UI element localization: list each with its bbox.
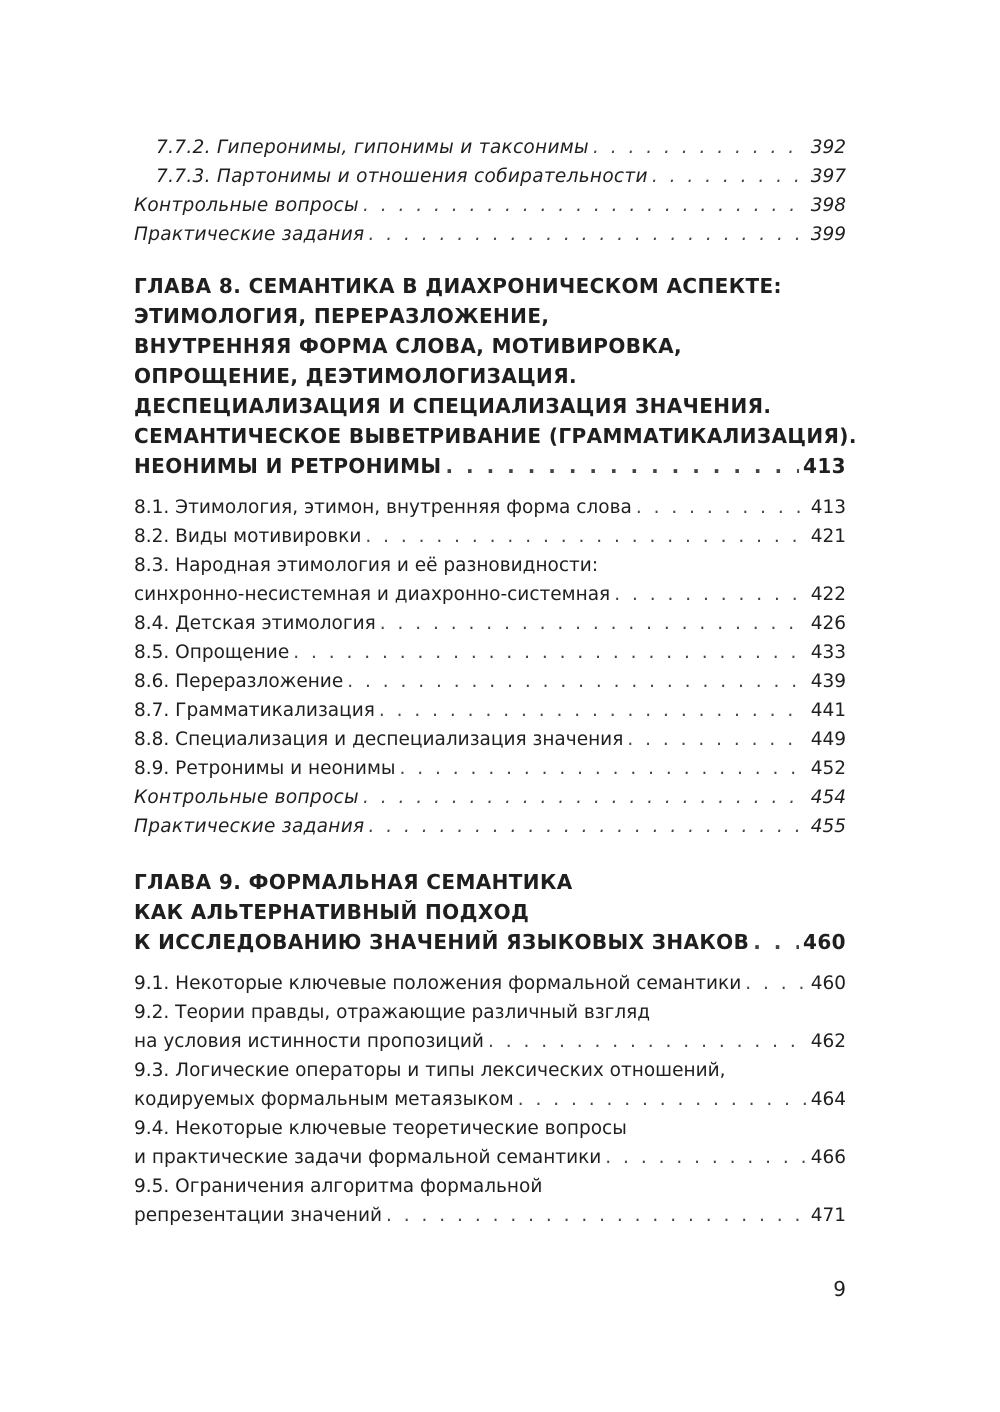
toc-entry-page: 449 [810,729,846,750]
toc-entry-page: 460 [810,973,846,994]
toc-entry[interactable] [134,133,846,162]
toc-entry-title-line2: репрезентации значений [134,1205,383,1226]
toc-entry-title: 8.1. Этимология, этимон, внутренняя форма слова [134,497,632,518]
leader-dots [745,969,806,998]
toc-entry-page: 392 [810,137,846,158]
toc-entry-page: 399 [810,224,846,245]
toc-entry-page: 397 [810,166,846,187]
toc-entry-title-line2: кодируемых формальным метаязыком [134,1089,514,1110]
toc-entry[interactable] [134,522,846,551]
leader-dots [518,1085,807,1114]
leader-dots [593,133,807,162]
leader-dots [386,1201,807,1230]
toc-entry-title: Контрольные вопросы [134,195,359,216]
chapter-heading-last-line: К ИССЛЕДОВАНИЮ ЗНАЧЕНИЙ ЯЗЫКОВЫХ ЗНАКОВ [134,930,750,954]
toc-entry-title: Практические задания [134,816,365,837]
toc-entry[interactable] [134,191,846,220]
toc-entry-page: 421 [810,526,846,547]
toc-entry[interactable] [134,162,846,191]
toc-entry-page: 441 [810,700,846,721]
leader-dots [347,667,806,696]
leader-dots [446,451,800,481]
toc-entry-title: 8.9. Ретронимы и неонимы [134,758,396,779]
leader-dots [614,580,807,609]
toc-entry[interactable] [134,1143,846,1172]
chapter-heading-entry[interactable] [134,927,846,957]
leader-dots [293,638,806,667]
toc-entry-title-line1[interactable]: 9.5. Ограничения алгоритма формальной [134,1176,543,1197]
leader-dots [368,812,806,841]
toc-entry-page: 426 [810,613,846,634]
leader-dots [488,1027,807,1056]
chapter-heading-line: ОПРОЩЕНИЕ, ДЕЭТИМОЛОГИЗАЦИЯ. [134,364,577,388]
toc-entry[interactable] [134,220,846,249]
chapter-8 [134,271,857,841]
chapter-heading-line: ВНУТРЕННЯЯ ФОРМА СЛОВА, МОТИВИРОВКА, [134,334,683,358]
toc-entry-page: 454 [810,787,846,808]
chapter-page: 413 [803,454,846,478]
toc-entry-title: 8.7. Грамматикализация [134,700,375,721]
leader-dots [363,191,807,220]
toc-entry-title-line1[interactable]: 9.3. Логические операторы и типы лексических отношений, [134,1060,726,1081]
toc-entry[interactable] [134,1027,846,1056]
page-number: 9 [833,1277,846,1301]
toc-entry[interactable] [134,609,846,638]
toc-entry-page: 398 [810,195,846,216]
toc-entry[interactable] [134,696,846,725]
toc-entry-page: 464 [810,1089,846,1110]
toc-entry-page: 462 [810,1031,846,1052]
leader-dots [379,696,807,725]
toc-entry[interactable] [134,783,846,812]
toc-entry-page: 439 [810,671,846,692]
leader-dots [753,927,799,957]
toc-entry-title-line2: на условия истинности пропозиций [134,1031,484,1052]
leader-dots [605,1143,806,1172]
chapter-heading-line: ГЛАВА 8. СЕМАНТИКА В ДИАХРОНИЧЕСКОМ АСПЕКТЕ: [134,274,782,298]
toc-entry-title-line2: синхронно-несистемная и диахронно-системная [134,584,611,605]
leader-dots [636,493,807,522]
toc-entry[interactable] [134,969,846,998]
chapter-heading-last-line: НЕОНИМЫ И РЕТРОНИМЫ [134,454,442,478]
toc-entry-title: 9.1. Некоторые ключевые положения формальной семантики [134,973,742,994]
toc-entry-title: 8.5. Опрощение [134,642,290,663]
toc-entry-title: 8.4. Детская этимология [134,613,376,634]
chapter-9 [134,867,846,1230]
toc-entry[interactable] [134,812,846,841]
toc-entry[interactable] [134,580,846,609]
toc-entry-title-line1[interactable]: 9.4. Некоторые ключевые теоретические вопросы [134,1118,627,1139]
toc-entry[interactable] [134,754,846,783]
toc-entry-page: 422 [810,584,846,605]
toc-entry-page: 455 [810,816,846,837]
chapter-page: 460 [803,930,846,954]
toc-entry-title: 8.8. Специализация и деспециализация значения [134,729,624,750]
toc-entry-title-line2: и практические задачи формальной семантики [134,1147,602,1168]
leader-dots [368,220,806,249]
toc-entry[interactable] [134,493,846,522]
leader-dots [652,162,807,191]
leader-dots [365,522,806,551]
toc-entry[interactable] [134,1201,846,1230]
toc-entry-page: 466 [810,1147,846,1168]
toc-entry-title: 7.7.2. Гиперонимы, гипонимы и таксонимы [156,137,589,158]
toc-entry-title-line1[interactable]: 8.3. Народная этимология и её разновидности: [134,555,599,576]
chapter-heading-line: КАК АЛЬТЕРНАТИВНЫЙ ПОДХОД [134,900,530,924]
toc-entry-title-line1[interactable]: 9.2. Теории правды, отражающие различный взгляд [134,1002,651,1023]
toc-entry-title: 8.2. Виды мотивировки [134,526,362,547]
leader-dots [363,783,807,812]
toc-entry-page: 433 [810,642,846,663]
chapter-heading-line: ЭТИМОЛОГИЯ, ПЕРЕРАЗЛОЖЕНИЕ, [134,304,550,328]
toc-entry[interactable] [134,725,846,754]
chapter-heading-line: СЕМАНТИЧЕСКОЕ ВЫВЕТРИВАНИЕ (ГРАММАТИКАЛИЗАЦИЯ). [134,424,857,448]
leader-dots [380,609,807,638]
toc-entry-page: 452 [810,758,846,779]
toc-entry-title: Практические задания [134,224,365,245]
toc-entry[interactable] [134,638,846,667]
chapter-heading-line: ДЕСПЕЦИАЛИЗАЦИЯ И СПЕЦИАЛИЗАЦИЯ ЗНАЧЕНИЯ. [134,394,772,418]
chapter-heading-entry[interactable] [134,451,846,481]
toc-entry-title: 7.7.3. Партонимы и отношения собирательности [156,166,648,187]
toc-entry-page: 471 [810,1205,846,1226]
toc-entry[interactable] [134,1085,846,1114]
toc-entry-title: Контрольные вопросы [134,787,359,808]
chapter-heading-line: ГЛАВА 9. ФОРМАЛЬНАЯ СЕМАНТИКА [134,870,573,894]
section-7-list [134,133,846,249]
leader-dots [400,754,807,783]
table-of-contents [134,133,857,1230]
leader-dots [627,725,806,754]
toc-entry-page: 413 [810,497,846,518]
toc-entry-title: 8.6. Переразложение [134,671,344,692]
toc-entry[interactable] [134,667,846,696]
